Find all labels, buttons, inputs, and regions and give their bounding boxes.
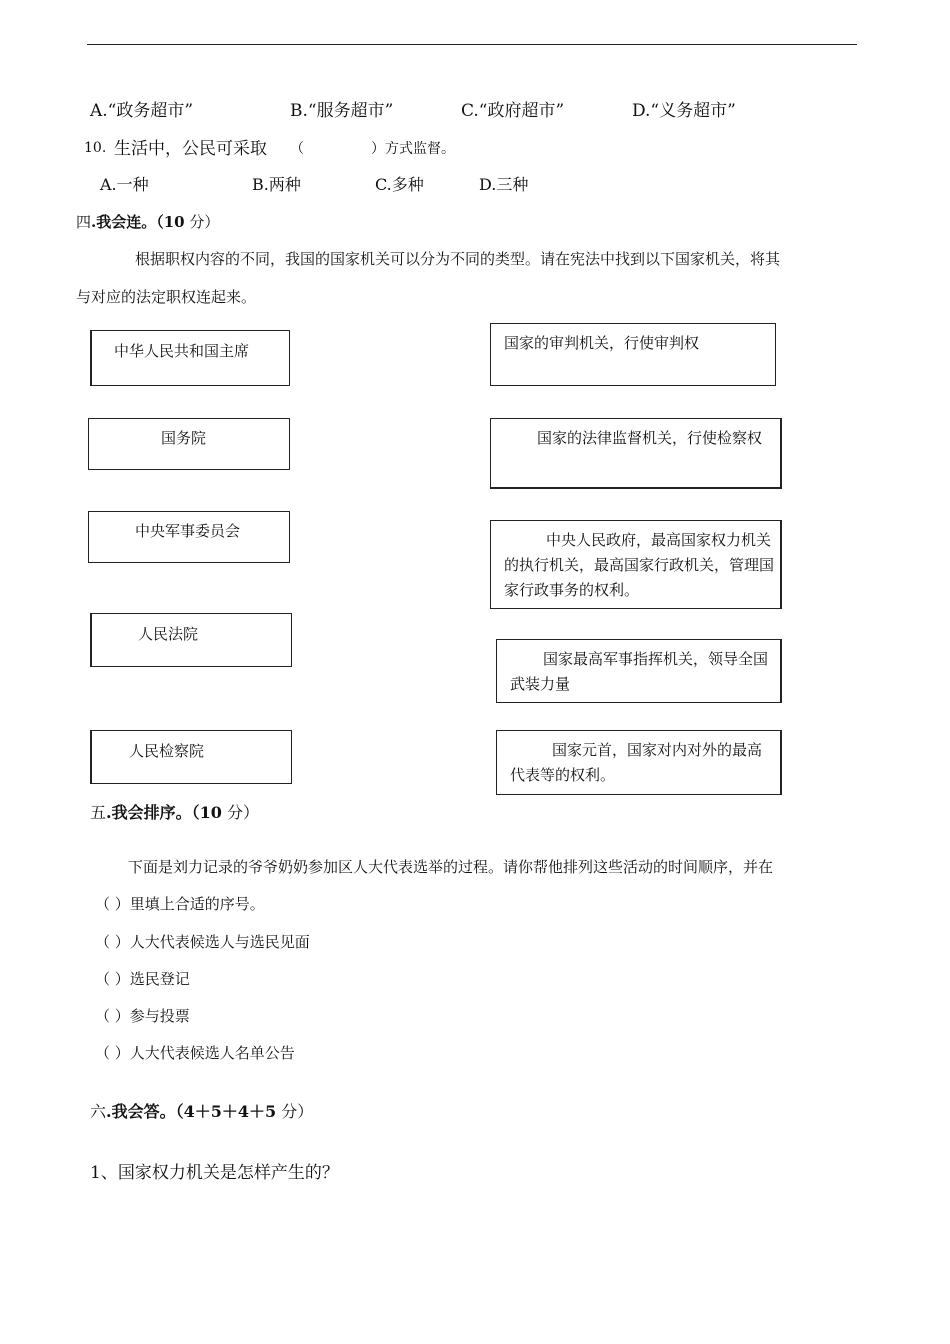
match-left-label-4: 人民法院 xyxy=(138,625,199,643)
match-left-box-5 xyxy=(90,730,292,784)
match-left-box-4 xyxy=(90,613,292,667)
section6-title: 六.我会答。（4＋5＋4＋5 分） xyxy=(90,1102,314,1121)
match-right-box-3 xyxy=(490,520,782,609)
q10-number: 10. xyxy=(84,140,107,156)
q10-option-b: B.两种 xyxy=(252,175,301,194)
match-right-box-2 xyxy=(490,418,782,489)
q10-option-c: C.多种 xyxy=(375,175,424,194)
q10-option-a: A.一种 xyxy=(100,175,149,194)
match-left-box-2 xyxy=(88,418,290,470)
section5-item-2: （ ）选民登记 xyxy=(95,970,190,988)
match-left-box-1 xyxy=(90,330,290,386)
section5-instruction-line1: 下面是刘力记录的爷爷奶奶参加区人大代表选举的过程。请你帮他排列这些活动的时间顺序，并在 xyxy=(128,858,774,876)
section5-item-4: （ ）人大代表候选人名单公告 xyxy=(95,1044,295,1062)
section5-item-1: （ ）人大代表候选人与选民见面 xyxy=(95,933,310,951)
match-left-label-5: 人民检察院 xyxy=(129,742,205,760)
header-rule xyxy=(87,44,857,45)
section6-question-1: 1、国家权力机关是怎样产生的？ xyxy=(90,1163,339,1183)
section5-instruction-line2: （ ）里填上合适的序号。 xyxy=(95,895,265,913)
q10-paren-close: ）方式监督。 xyxy=(371,141,455,157)
match-right-label-1: 国家的审判机关，行使审判权 xyxy=(504,334,700,352)
match-right-box-5 xyxy=(496,730,782,795)
match-left-label-1: 中华人民共和国主席 xyxy=(114,342,250,360)
match-left-label-3: 中央军事委员会 xyxy=(135,522,241,540)
section4-instruction-line1: 根据职权内容的不同，我国的国家机关可以分为不同的类型。请在宪法中找到以下国家机关，将其 xyxy=(135,250,781,268)
q9-option-b: B.“服务超市” xyxy=(290,101,394,121)
match-left-box-3 xyxy=(88,511,290,563)
match-right-label-5: 国家元首，国家对内对外的最高代表等的权利。 xyxy=(510,741,763,784)
section5-item-3: （ ）参与投票 xyxy=(95,1007,190,1025)
match-right-label-3: 中央人民政府，最高国家权力机关的执行机关，最高国家行政机关，管理国家行政事务的权利。 xyxy=(504,531,775,599)
match-right-label-2: 国家的法律监督机关，行使检察权 xyxy=(537,429,763,447)
section4-title: 四.我会连。（10 分） xyxy=(76,213,220,231)
match-right-label-4: 国家最高军事指挥机关，领导全国武装力量 xyxy=(510,650,769,693)
q9-option-c: C.“政府超市” xyxy=(461,101,565,121)
match-left-label-2: 国务院 xyxy=(161,429,207,447)
match-right-box-1 xyxy=(490,323,776,386)
q10-option-d: D.三种 xyxy=(479,175,529,194)
q9-option-a: A.“政务超市” xyxy=(90,101,194,121)
q10-stem: 生活中，公民可采取 xyxy=(114,139,267,159)
section5-title: 五.我会排序。（10 分） xyxy=(90,803,259,822)
q10-paren-open: （ xyxy=(290,141,304,157)
q9-option-d: D.“义务超市” xyxy=(632,101,736,121)
match-right-box-4 xyxy=(496,639,782,703)
section4-instruction-line2: 与对应的法定职权连起来。 xyxy=(76,288,257,306)
